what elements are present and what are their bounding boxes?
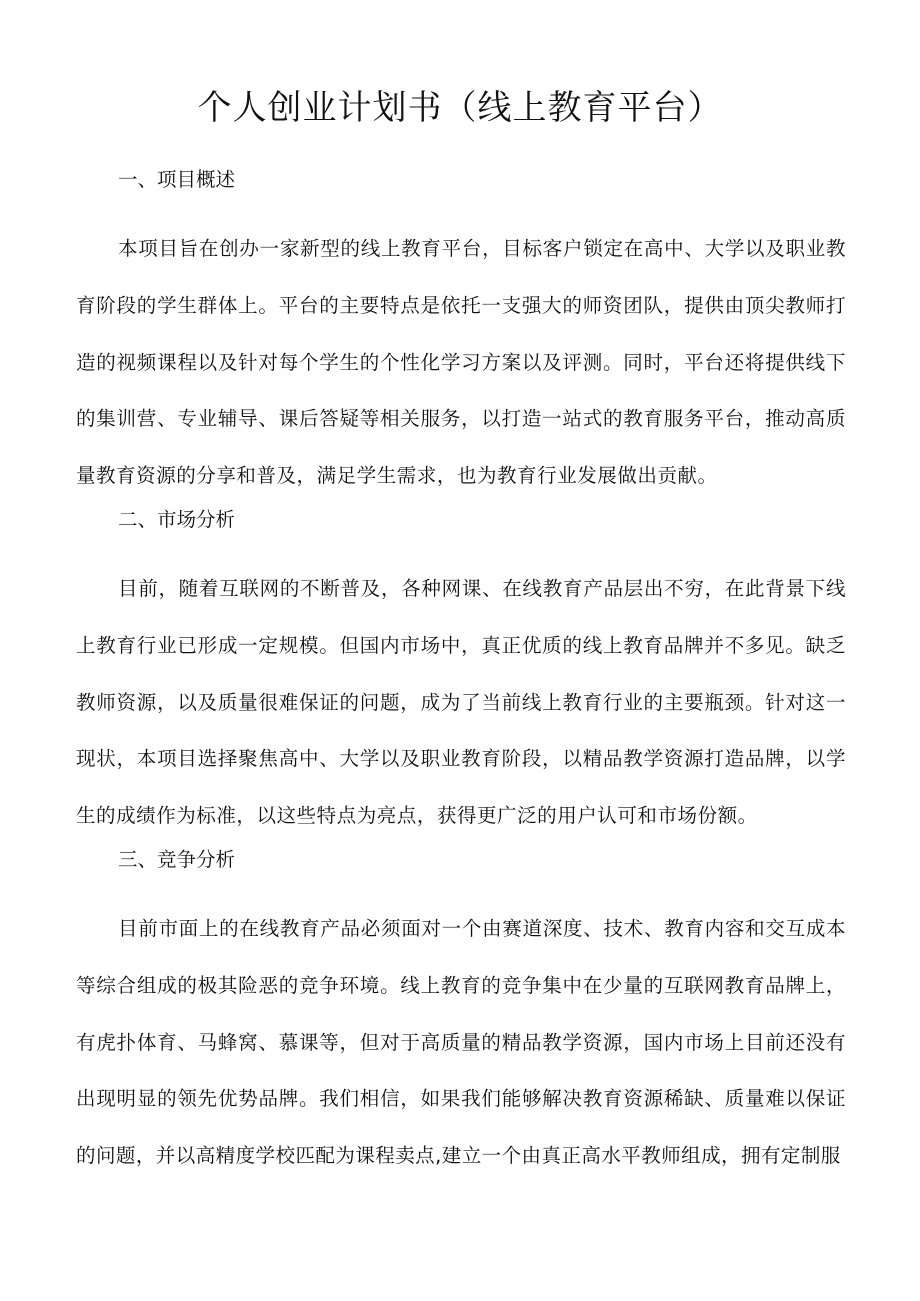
section-project-overview bbox=[76, 166, 846, 505]
section-competition-analysis bbox=[76, 846, 846, 1185]
section-paragraph: 目前市面上的在线教育产品必须面对一个由赛道深度、技术、教育内容和交互成本等综合组成的极其险恶的竞争环境。线上教育的竞争集中在少量的互联网教育品牌上，有虎扑体育、马蜂窝、慕课等，但对于高质量的精品教学资源，国内市场上目前还没有出现明显的领先优势品牌。我们相信，如果我们能够解决教育资源稀缺、质量难以保证的问题，并以高精度学校匹配为课程卖点,建立一个由真正高水平教师组成，拥有定制服 bbox=[76, 917, 846, 1168]
section-heading: 二、市场分析 bbox=[118, 508, 236, 531]
section-paragraph: 本项目旨在创办一家新型的线上教育平台，目标客户锁定在高中、大学以及职业教育阶段的学生群体上。平台的主要特点是依托一支强大的师资团队，提供由顶尖教师打造的视频课程以及针对每个学生的个性化学习方案以及评测。同时，平台还将提供线下的集训营、专业辅导、课后答疑等相关服务，以打造一站式的教育服务平台，推动高质量教育资源的分享和普及，满足学生需求，也为教育行业发展做出贡献。 bbox=[76, 237, 846, 488]
section-heading: 一、项目概述 bbox=[118, 168, 236, 191]
section-market-analysis bbox=[76, 506, 846, 845]
section-paragraph: 目前，随着互联网的不断普及，各种网课、在线教育产品层出不穷，在此背景下线上教育行业已形成一定规模。但国内市场中，真正优质的线上教育品牌并不多见。缺乏教师资源，以及质量很难保证的问题，成为了当前线上教育行业的主要瓶颈。针对这一现状，本项目选择聚焦高中、大学以及职业教育阶段，以精品教学资源打造品牌，以学生的成绩作为标准，以这些特点为亮点，获得更广泛的用户认可和市场份额。 bbox=[76, 577, 846, 828]
section-heading: 三、竞争分析 bbox=[118, 848, 236, 871]
document-title: 个人创业计划书（线上教育平台） bbox=[197, 88, 723, 128]
